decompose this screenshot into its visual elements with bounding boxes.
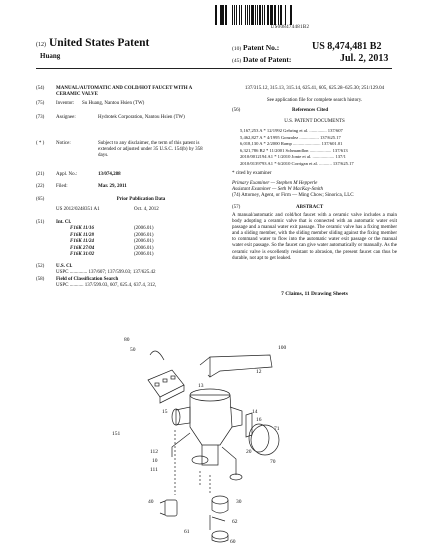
drawing-ref-label: 40 [148,499,154,505]
code-12: (12) [36,42,46,48]
notice-value: Subject to any disclaimer, the term of this patent is extended or adjusted under 35 U.S.C. 154(b) by 358 days. [98,141,203,159]
primary-examiner: Primary Examiner — Stephen M Hepperle [232,181,318,186]
intcl-class: F16K 27/04 [70,245,95,251]
header-rule [36,68,392,69]
abstract-heading: ABSTRACT [296,205,324,210]
intcl-version: (2006.01) [134,245,154,251]
patent-date-line [232,55,402,64]
drawing-ref-label: 60 [230,539,236,545]
barcode-number: US008474481B2 [270,25,310,30]
code-45: (45) [232,58,242,64]
patent-date-label: Date of Patent: [243,55,292,64]
drawing-ref-label: 12 [256,369,262,375]
assignee-value: Hydrotek Corporation, Nantou Hsien (TW) [98,115,185,120]
appl-label: Appl. No.: [56,172,78,177]
intcl-version: (2006.01) [134,252,154,257]
drawing-ref-label: 112 [150,449,159,455]
drawing-ref-label: 16 [256,417,262,423]
cited-by-examiner: * cited by examiner [232,171,272,176]
field-search-text: USPC ........... 137/599.03, 607, 625.4, 637.4, 312, [56,283,157,288]
drawing-ref-label: 30 [236,499,242,505]
attorney: (74) Attorney, Agent, or Firm — Ming Chow; Sinorica, LLC [232,193,354,198]
inventor-surname: Huang [40,52,61,60]
notice-label: Notice: [56,141,71,146]
refs-heading: References Cited [292,108,329,113]
prior-pub-heading: Prior Publication Data [116,197,166,202]
drawing-ref-label: 50 [130,347,136,353]
code-21: (21) [36,172,45,177]
intcl-class: F16K 31/02 [70,252,95,257]
field-search-label: Field of Classification Search [56,277,119,282]
drawing-ref-label: 151 [112,431,121,437]
us-docs-heading: U.S. PATENT DOCUMENTS [284,119,345,124]
patent-number-line [232,43,402,52]
filed-value: Mar. 29, 2011 [98,184,127,189]
code-22: (22) [36,184,45,189]
uscl-label: U.S. Cl. [56,264,73,269]
assistant-examiner: Assistant Examiner — Seth W MacKay-Smith [232,187,323,192]
intcl-class: F16K 11/24 [70,239,95,244]
code-58: (58) [36,277,45,282]
drawing-ref-label: 20 [246,449,252,455]
drawing-ref-label: 80 [124,337,130,343]
code-54: (54) [36,86,45,91]
patent-date: Jul. 2, 2013 [340,53,389,64]
patent-header-left [36,37,149,49]
code-52: (52) [36,264,45,269]
barcode-bar [292,5,294,25]
invention-title: MANUAL/AUTOMATIC AND COLD/HOT FAUCET WITH A CERAMIC VALVE [56,86,192,98]
reference-row: 2010/0012194 A1 * 1/2010 Jonte et al. ................... 137/1 [240,154,346,159]
intcl-class: F16K 11/16 [70,226,95,231]
reference-row: 6,321,786 B2 * 11/2001 Schmandlon ................... 137/613 [240,147,348,153]
title-field [36,86,216,100]
patent-number-label: Patent No.: [243,43,280,52]
sensor-box [148,370,184,397]
reference-row: 5,167,253 A * 12/1992 Gehring et al. ............... 137/607 [240,128,343,133]
code-56: (56) [232,108,241,113]
intcl-class: F16K 11/28 [70,232,95,238]
drawing-ref-label: 14 [252,409,258,415]
intcl-label: Int. Cl. [56,220,72,225]
drawing-ref-label: 71 [274,426,280,432]
code-73: (73) [36,115,45,120]
drawing-ref-label: 62 [232,519,238,525]
prior-pub-date: Oct. 4, 2012 [134,207,159,212]
inventor-value: Su Huang, Nantou Hsien (TW) [82,101,145,106]
reference-row: 5,462,827 A * 4/1995 Gonzalez ................. 137/625.17 [240,134,341,140]
code-65: (65) [36,197,45,202]
code-10: (10) [232,46,242,52]
filed-label: Filed: [56,184,68,189]
drawing-ref-label: 111 [150,467,158,473]
inventor-label: Inventor: [56,101,75,106]
code-57: (57) [232,205,241,210]
patent-drawing [60,335,320,545]
drawing-ref-label: 100 [278,345,287,351]
assignee-label: Assignee: [56,115,76,120]
drawing-ref-label: 61 [184,529,190,535]
see-application: See application file for complete search history. [266,98,363,103]
main-body [190,395,232,445]
claims-count: 7 Claims, 11 Drawing Sheets [281,291,348,297]
patent-type-title: United States Patent [49,37,150,49]
drawing-ref-label: 70 [270,459,276,465]
spout-shape [210,355,272,377]
intcl-version: (2006.01) [134,232,154,238]
uscl-text: USPC .............. 137/607; 137/599.03; 137/625.42 [56,270,156,275]
code-51: (51) [36,220,45,225]
abstract-text: A manual/automatic and cold/hot faucet with a ceramic valve includes a main body adopting a ceramic valve that is connected with an automatic water exit passage and a manual water exit passage. The ceramic valve has a fixing member and a sliding member, with the sliding member sliding against the fixing member to command water to flow into the automatic water exit passage or the manual water exit passage. So the faucet can give water automatically or manually. As the ceramic valve is excellently resistant to abrasion, the present faucet can thus be durable, not apt to get leaked. [232,213,397,261]
appl-value: 13/074,288 [98,172,121,177]
prior-pub-number: US 2012/0248351 A1 [56,207,100,212]
classif-continuation: 137/315.12, 315.13, 315.14, 625.41, 605, 625.28–625.30; 251/129.04 [244,86,385,91]
drawing-ref-label: 10 [152,458,158,464]
code-notice: ( * ) [36,141,45,146]
patent-number: US 8,474,481 B2 [312,41,382,52]
drawing-ref-label: 13 [198,383,204,389]
reference-row: 6,018,130 A * 2/2000 Ramp ........................ 137/601.01 [240,141,343,146]
intcl-version: (2006.01) [134,226,154,231]
barcode [215,5,365,25]
part-40 [165,500,177,516]
drawing-ref-label: 15 [162,409,168,415]
code-75: (75) [36,101,45,106]
intcl-version: (2006.01) [134,239,154,244]
reference-row: 2010/0139793 A1 * 6/2010 Corrigan et al. ........... 137/625.17 [240,160,354,166]
